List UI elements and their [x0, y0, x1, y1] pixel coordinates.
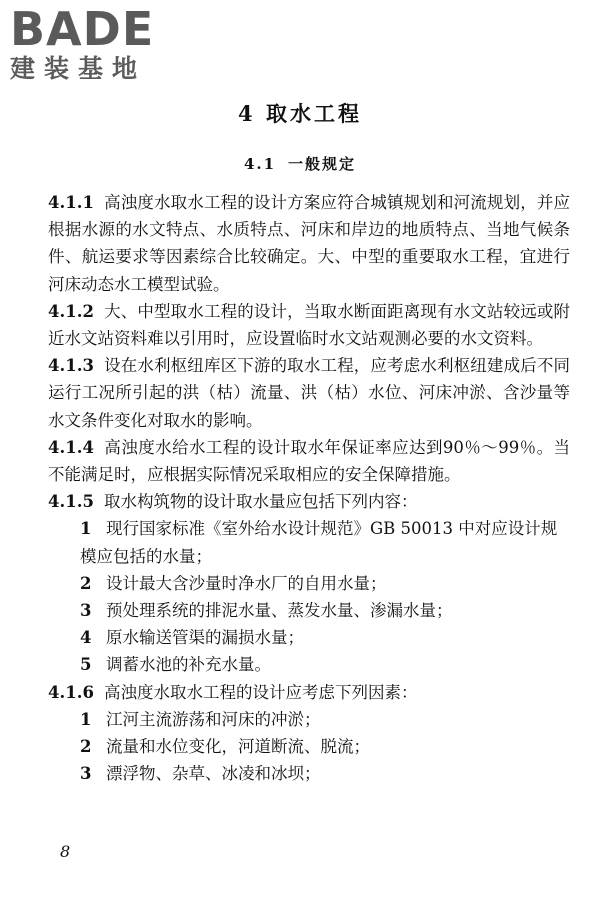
- list-item: [48, 651, 570, 678]
- item-text: 设计最大含沙量时净水厂的自用水量；: [106, 573, 387, 593]
- clause-number: 4.1.6: [48, 682, 94, 702]
- item-number: 4: [80, 628, 92, 648]
- list-item: [48, 597, 570, 624]
- logo: [10, 2, 155, 84]
- clause-number: 4.1.1: [48, 193, 94, 212]
- clause-4-1-6: [48, 679, 570, 706]
- item-number: 3: [80, 601, 92, 621]
- document-body: [48, 189, 570, 787]
- clause-number: 4.1.4: [48, 437, 94, 457]
- item-text: 江河主流游荡和河床的冲淤；: [106, 709, 321, 729]
- list-item: [48, 760, 570, 787]
- logo-subtitle: 建装基地: [10, 54, 147, 83]
- section-number: 4.1: [243, 155, 277, 173]
- page-number: 8: [60, 842, 71, 861]
- clause-text: 大、中型取水工程的设计，当取水断面距离现有水文站较远或附近水文站资料难以引用时，应设置临时水文站观测必要的水文资料。: [48, 301, 570, 349]
- list-item: [48, 624, 570, 651]
- section-title: 一般规定: [288, 155, 357, 173]
- list-item: [48, 570, 570, 597]
- list-item: [48, 706, 570, 733]
- item-number: 1: [80, 709, 92, 729]
- clause-text: 高浊度水给水工程的设计取水年保证率应达到90％～99％。当不能满足时，应根据实际情况采取相应的安全保障措施。: [48, 437, 570, 485]
- clause-4-1-3: [48, 352, 570, 434]
- clause-text: 设在水利枢纽库区下游的取水工程，应考虑水利枢纽建成后不同运行工况所引起的洪（枯）流量、洪（枯）水位、河床冲淤、含沙量等水文条件变化对取水的影响。: [48, 356, 570, 430]
- list-item: [48, 515, 570, 569]
- item-text: 预处理系统的排泥水量、蒸发水量、渗漏水量；: [106, 601, 453, 621]
- logo-wordmark: BADE: [10, 2, 155, 56]
- chapter-title: 4 取水工程: [238, 101, 362, 126]
- item-text: 调蓄水池的补充水量。: [106, 655, 271, 675]
- clause-4-1-5: [48, 488, 570, 515]
- clause-number: 4.1.2: [48, 301, 94, 321]
- item-number: 2: [80, 573, 92, 593]
- item-text: 现行国家标准《室外给水设计规范》GB 50013 中对应设计规模应包括的水量；: [80, 519, 558, 566]
- clause-number: 4.1.3: [48, 356, 94, 376]
- clause-text: 高浊度水取水工程的设计应考虑下列因素：: [103, 682, 418, 702]
- item-number: 1: [80, 519, 92, 539]
- item-number: 3: [80, 764, 92, 784]
- clause-4-1-4: [48, 434, 570, 488]
- clause-4-1-2: [48, 298, 570, 352]
- item-text: 流量和水位变化，河道断流、脱流；: [106, 737, 370, 757]
- list-item: [48, 733, 570, 760]
- item-number: 5: [80, 655, 92, 675]
- clause-number: 4.1.5: [48, 492, 94, 512]
- item-text: 漂浮物、杂草、冰凌和冰坝；: [106, 764, 321, 784]
- clause-text: 高浊度水取水工程的设计方案应符合城镇规划和河流规划，并应根据水源的水文特点、水质特点、河床和岸边的地质特点、当地气候条件、航运要求等因素综合比较确定。大、中型的重要取水工程，宜进行河床动态水工模型试验。: [48, 193, 570, 294]
- clause-4-1-1: [48, 189, 570, 298]
- section-heading: [0, 153, 600, 174]
- item-text: 原水输送管渠的漏损水量；: [106, 628, 304, 648]
- item-number: 2: [80, 737, 92, 757]
- clause-text: 取水构筑物的设计取水量应包括下列内容：: [103, 492, 418, 512]
